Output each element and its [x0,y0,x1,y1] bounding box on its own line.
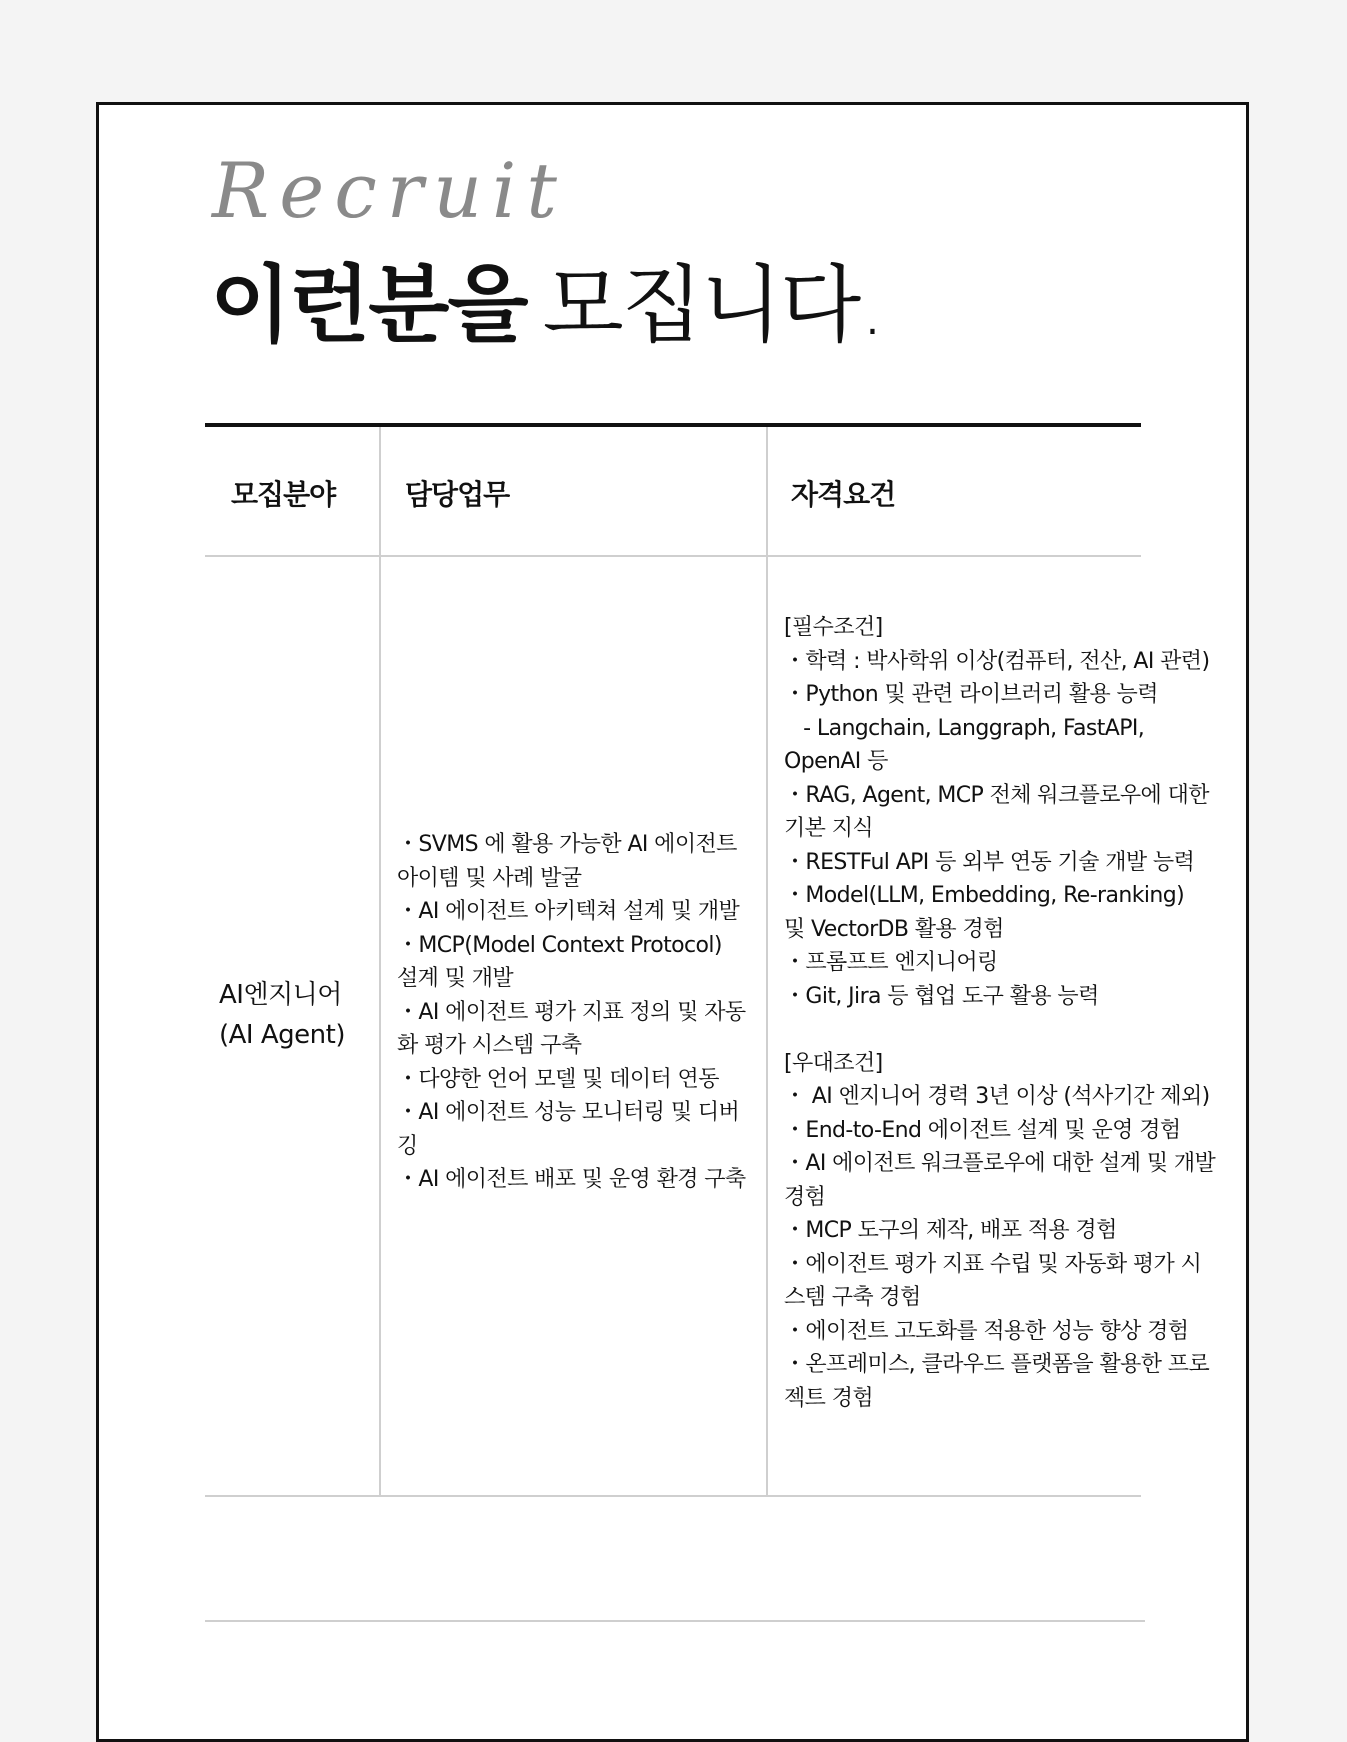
script-title: Recruit [212,146,567,235]
duty-line: ・AI 에이전트 배포 및 운영 환경 구축 [397,1167,746,1192]
column-header-duties: 담당업무 [405,478,510,511]
required-line: OpenAI 등 [784,749,888,774]
required-line: ・RESTFul API 등 외부 연동 기술 개발 능력 [784,849,1195,875]
required-line: ・프롬프트 엔지니어링 [784,950,998,975]
preferred-line: 젝트 경험 [784,1385,874,1411]
preferred-line: ・에이전트 평가 지표 수립 및 자동화 평가 시 [784,1251,1202,1277]
required-line: ・RAG, Agent, MCP 전체 워크플로우에 대한 [784,782,1209,808]
column-divider-2 [766,427,768,1495]
lower-divider [205,1620,1145,1622]
preferred-line: ・온프레미스, 클라우드 플랫폼을 활용한 프로 [784,1352,1210,1377]
required-title: [필수조건] [784,615,883,640]
required-line: 및 VectorDB 활용 경험 [784,916,1004,942]
column-header-field: 모집분야 [231,478,336,511]
preferred-line: ・ AI 엔지니어 경력 3년 이상 (석사기간 제외) [784,1084,1210,1109]
preferred-title: [우대조건] [784,1050,883,1076]
required-line: ・학력 : 박사학위 이상(컴퓨터, 전산, AI 관련) [784,648,1210,674]
table-bottom-rule [205,1495,1141,1497]
duty-line: 아이템 및 사례 발굴 [397,865,582,891]
preferred-line: 경험 [784,1184,826,1210]
field-subtitle: (AI Agent) [219,1020,345,1050]
field-cell [219,975,345,1055]
headline-bold: 이런분을 [210,256,527,354]
preferred-line: ・MCP 도구의 제작, 배포 적용 경험 [784,1218,1117,1243]
preferred-line: ・AI 에이전트 워크플로우에 대한 설계 및 개발 [784,1151,1216,1176]
required-line: - Langchain, Langgraph, FastAPI, [784,715,1145,741]
recruit-card [96,102,1249,1742]
duty-line: ・AI 에이전트 아키텍쳐 설계 및 개발 [397,899,740,924]
column-header-qualifications: 자격요건 [791,478,896,511]
required-line: ・Python 및 관련 라이브러리 활용 능력 [784,682,1158,707]
table-top-rule [205,423,1141,427]
table-header-rule [205,555,1141,557]
duty-line: 깅 [397,1133,418,1159]
duties-cell [397,828,747,1197]
column-divider-1 [379,427,381,1495]
preferred-line: 스템 구축 경험 [784,1285,921,1310]
duty-line: ・AI 에이전트 성능 모니터링 및 디버 [397,1100,740,1125]
duty-line: 화 평가 시스템 구축 [397,1033,582,1058]
duty-line: 설계 및 개발 [397,966,514,991]
duty-line: ・MCP(Model Context Protocol) [397,932,722,958]
required-line: ・Model(LLM, Embedding, Re-ranking) [784,883,1185,908]
page-headline [210,256,884,354]
field-name: AI엔지니어 [219,980,342,1010]
section-gap [784,1013,1204,1047]
required-line: ・Git, Jira 등 협업 도구 활용 능력 [784,983,1099,1009]
duty-line: ・SVMS 에 활용 가능한 AI 에이전트 [397,832,737,857]
preferred-line: ・End-to-End 에이전트 설계 및 운영 경험 [784,1117,1181,1143]
duty-line: ・다양한 언어 모델 및 데이터 연동 [397,1066,719,1092]
duty-line: ・AI 에이전트 평가 지표 정의 및 자동 [397,999,746,1025]
required-line: 기본 지식 [784,816,874,841]
preferred-line: ・에이전트 고도화를 적용한 성능 향상 경험 [784,1318,1189,1344]
qualifications-cell [784,611,1216,1415]
headline-light: 모집니다. [542,256,884,354]
